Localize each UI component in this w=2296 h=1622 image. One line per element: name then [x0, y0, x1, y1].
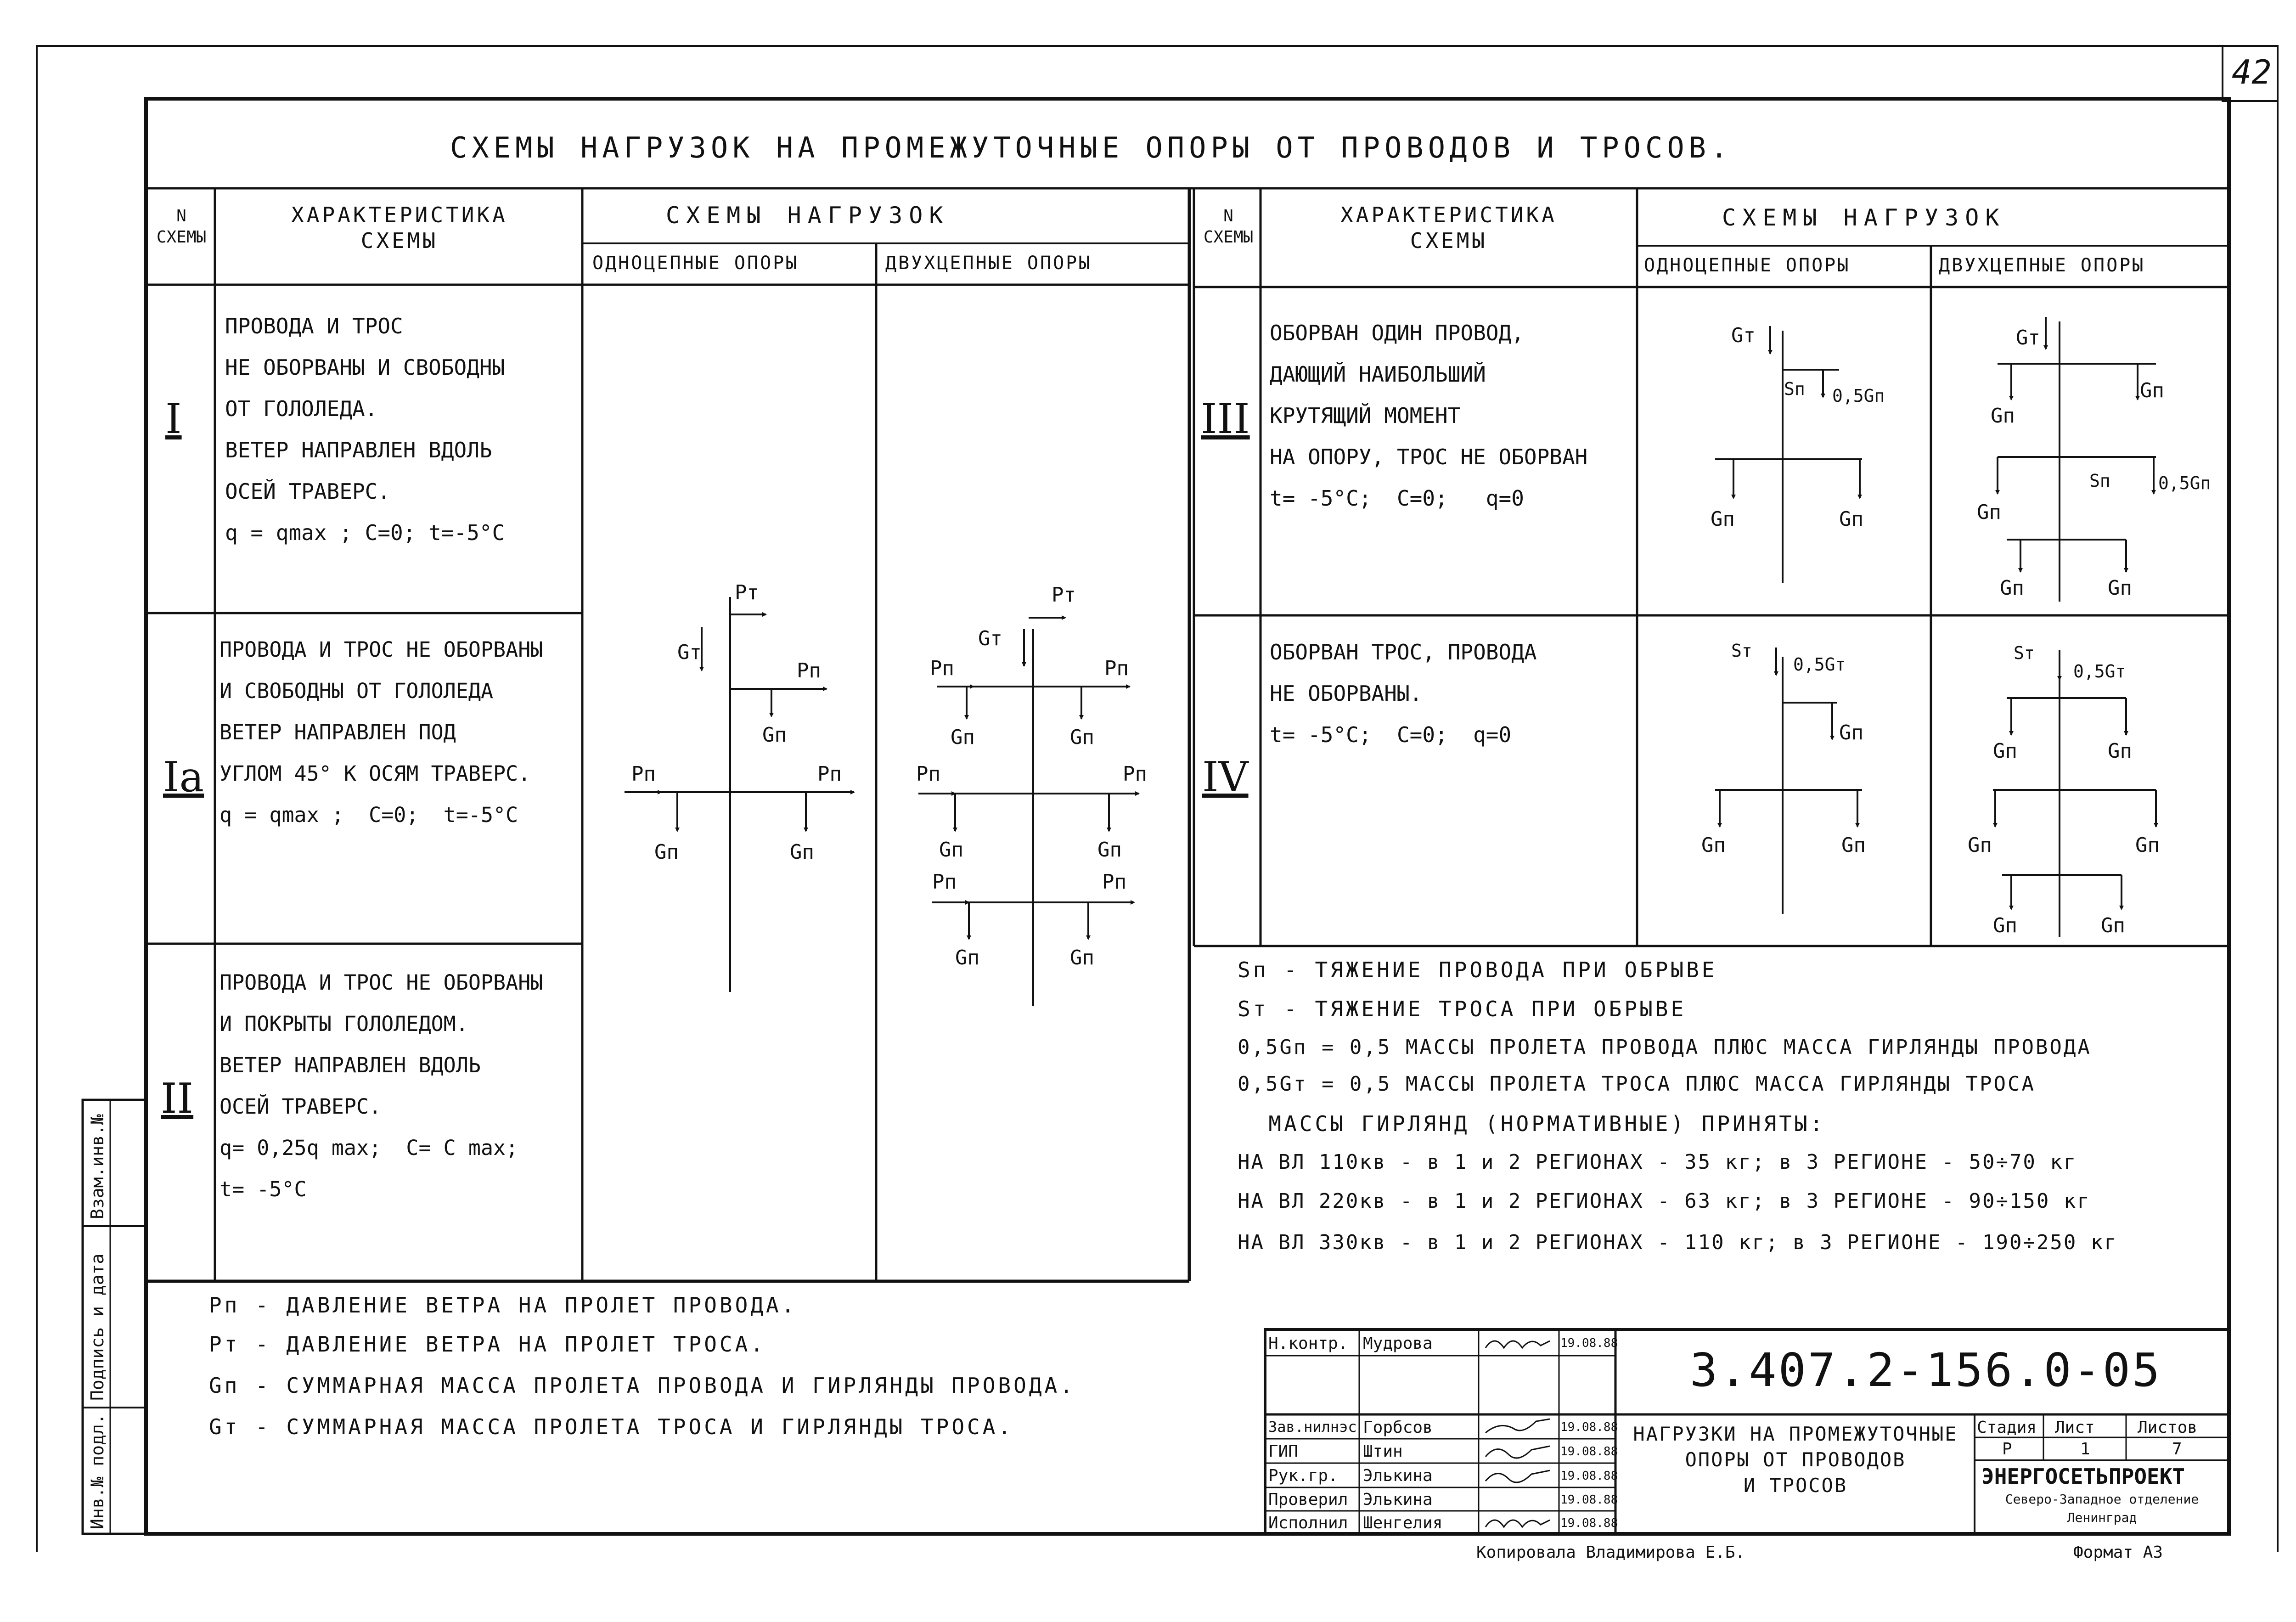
name-gip: Штин	[1363, 1442, 1403, 1461]
label-gn: Gп	[1991, 404, 2015, 428]
stage-label: Стадия	[1977, 1418, 2037, 1437]
label-half-gt: 0,5Gт	[2073, 661, 2126, 681]
label-gn: Gп	[762, 723, 787, 747]
scheme-number-iii: III	[1201, 395, 1250, 443]
note-st: Sт - ТЯЖЕНИЕ ТРОСА ПРИ ОБРЫВЕ	[1238, 997, 1687, 1021]
label-st: Sт	[1731, 641, 1752, 661]
note-half-gn: 0,5Gп = 0,5 МАССЫ ПРОЛЕТА ПРОВОДА ПЛЮС МАССА ГИРЛЯНДЫ ПРОВОДА	[1238, 1036, 2092, 1059]
scheme-i-text: ПРОВОДА И ТРОС НЕ ОБОРВАНЫ И СВОБОДНЫ ОТ ГОЛОЛЕДА. ВЕТЕР НАПРАВЛЕН ВДОЛЬ ОСЕЙ ТРАВЕРС. q = qmax ; C=0; t=-5°C	[225, 314, 505, 545]
label-gn: Gп	[1839, 721, 1863, 744]
label-gn: Gп	[1070, 946, 1094, 969]
page-title: СХЕМЫ НАГРУЗОК НА ПРОМЕЖУТОЧНЫЕ ОПОРЫ ОТ ПРОВОДОВ И ТРОСОВ.	[450, 131, 1733, 164]
scheme-iii-single-diagram	[1715, 326, 1862, 583]
date-n-kontr: 19.08.88	[1560, 1336, 1618, 1350]
note-half-gt: 0,5Gт = 0,5 МАССЫ ПРОЛЕТА ТРОСА ПЛЮС МАССА ГИРЛЯНДЫ ТРОСА	[1238, 1072, 2036, 1096]
role-n-kontr: Н.контр.	[1268, 1334, 1348, 1353]
label-gn: Gп	[654, 840, 679, 864]
scheme-ii-text: ПРОВОДА И ТРОС НЕ ОБОРВАНЫ И ПОКРЫТЫ ГОЛОЛЕДОМ. ВЕТЕР НАПРАВЛЕН ВДОЛЬ ОСЕЙ ТРАВЕРС. q= 0,25q max; C= C max; t= -5°C	[219, 970, 543, 1201]
date-executed: 19.08.88	[1560, 1516, 1618, 1530]
label-gn: Gп	[1993, 739, 2017, 763]
sheets-value: 7	[2172, 1440, 2182, 1459]
label-gn: Gп	[1993, 914, 2017, 937]
scheme-iii-double-diagram	[1998, 317, 2156, 602]
note-vl-330: НА ВЛ 330кв - в 1 и 2 РЕГИОНАХ - 110 кг; в 3 РЕГИОНЕ - 190÷250 кг	[1238, 1231, 2118, 1254]
paper-format: Формат А3	[2073, 1543, 2163, 1562]
label-half-gn: 0,5Gп	[1832, 386, 1885, 406]
sheet-label: Лист	[2055, 1418, 2095, 1437]
label-gn: Gп	[2135, 834, 2160, 857]
side-stamp-inv-no: Инв.№ подл.	[87, 1414, 107, 1529]
header-characteristic: ХАРАКТЕРИСТИКА СХЕМЫ	[291, 203, 508, 253]
role-ruk-gr: Рук.гр.	[1268, 1466, 1338, 1485]
label-pn: Pп	[916, 762, 940, 786]
label-half-gn: 0,5Gп	[2158, 473, 2211, 493]
note-vl-220: НА ВЛ 220кв - в 1 и 2 РЕГИОНАХ - 63 кг; в 3 РЕГИОНЕ - 90÷150 кг	[1238, 1189, 2091, 1213]
label-pn: Pп	[930, 657, 954, 680]
scheme-number-i: I	[165, 395, 182, 443]
label-sn: Sп	[2089, 471, 2110, 491]
sheet-number: 42	[2232, 53, 2272, 91]
label-gn: Gп	[790, 840, 814, 864]
date-gip: 19.08.88	[1560, 1445, 1618, 1459]
sheet-title: НАГРУЗКИ НА ПРОМЕЖУТОЧНЫЕ ОПОРЫ ОТ ПРОВОДОВ И ТРОСОВ	[1633, 1423, 1958, 1497]
label-gt: Gт	[2016, 326, 2040, 349]
scheme-iv-text: ОБОРВАН ТРОС, ПРОВОДА НЕ ОБОРВАНЫ. t= -5°C; C=0; q=0	[1270, 640, 1537, 747]
label-gn: Gп	[1701, 834, 1726, 857]
scheme-iv-single-diagram	[1715, 648, 1862, 914]
label-gn: Gп	[939, 838, 963, 862]
label-sn: Sп	[1784, 379, 1805, 399]
label-gn: Gп	[1968, 834, 1992, 857]
label-pn: Pп	[1104, 657, 1129, 680]
label-pn: Pп	[817, 762, 842, 786]
label-gn: Gп	[955, 946, 979, 969]
stage-value: Р	[2002, 1440, 2012, 1459]
scheme-number-ia: Iа	[163, 753, 204, 801]
label-pt: Pт	[1052, 583, 1076, 607]
document-code: 3.407.2-156.0-05	[1690, 1343, 2162, 1397]
sheets-label: Листов	[2138, 1418, 2198, 1437]
label-gn: Gп	[2101, 914, 2125, 937]
note-gt: Gт - СУММАРНАЯ МАССА ПРОЛЕТА ТРОСА И ГИРЛЯНДЫ ТРОСА.	[209, 1414, 1014, 1439]
label-gn: Gп	[2108, 739, 2132, 763]
side-stamp-replacement-no: Взам.инв.№	[87, 1114, 107, 1219]
header-load-schemes-right: СХЕМЫ НАГРУЗОК	[1722, 204, 2006, 231]
single-circuit-tower-diagram	[625, 597, 854, 992]
organization-subdivision: Северо-Западное отделение Ленинград	[2005, 1492, 2199, 1525]
scheme-iv-double-diagram	[1993, 650, 2156, 937]
header-double-circuit: ДВУХЦЕПНЫЕ ОПОРЫ	[885, 253, 1092, 274]
name-executed: Шенгелия	[1363, 1514, 1443, 1532]
label-gn: Gп	[1711, 507, 1735, 531]
role-zav: Зав.нилнэс	[1268, 1418, 1357, 1436]
side-stamp-signature-date: Подпись и дата	[87, 1253, 107, 1401]
header-scheme-number-right: N СХЕМЫ	[1203, 207, 1254, 247]
note-pn: Pп - ДАВЛЕНИЕ ВЕТРА НА ПРОЛЕТ ПРОВОДА.	[209, 1293, 797, 1318]
header-load-schemes: СХЕМЫ НАГРУЗОК	[666, 202, 950, 229]
label-st: Sт	[2014, 643, 2035, 663]
header-double-circuit-right: ДВУХЦЕПНЫЕ ОПОРЫ	[1939, 255, 2145, 276]
label-gn: Gп	[2000, 576, 2024, 600]
label-gn: Gп	[1977, 501, 2001, 524]
note-insulator-masses: МАССЫ ГИРЛЯНД (НОРМАТИВНЫЕ) ПРИНЯТЫ:	[1238, 1111, 1826, 1136]
label-gn: Gп	[1097, 838, 1122, 862]
scheme-number-iv: IV	[1202, 753, 1249, 801]
date-ruk-gr: 19.08.88	[1560, 1469, 1618, 1483]
scheme-number-ii: II	[161, 1075, 194, 1123]
label-gn: Gп	[2140, 379, 2164, 402]
scheme-iii-text: ОБОРВАН ОДИН ПРОВОД, ДАЮЩИЙ НАИБОЛЬШИЙ КРУТЯЩИЙ МОМЕНТ НА ОПОРУ, ТРОС НЕ ОБОРВАН t= -5°C; C=0; q=0	[1270, 321, 1588, 511]
label-pn: Pп	[932, 870, 957, 894]
header-scheme-number: N СХЕМЫ	[156, 207, 207, 247]
role-executed: Исполнил	[1268, 1514, 1348, 1532]
header-characteristic-right: ХАРАКТЕРИСТИКА СХЕМЫ	[1340, 203, 1557, 253]
note-gn: Gп - СУММАРНАЯ МАССА ПРОЛЕТА ПРОВОДА И ГИРЛЯНДЫ ПРОВОДА.	[209, 1373, 1075, 1398]
label-pn: Pп	[631, 762, 656, 786]
header-single-circuit-right: ОДНОЦЕПНЫЕ ОПОРЫ	[1644, 255, 1851, 276]
label-gt: Gт	[1731, 324, 1756, 347]
label-gn: Gп	[1070, 726, 1094, 749]
label-gt: Gт	[978, 627, 1002, 650]
date-zav: 19.08.88	[1560, 1420, 1618, 1434]
label-gn: Gп	[1841, 834, 1866, 857]
label-gn: Gп	[2108, 576, 2132, 600]
label-half-gt: 0,5Gт	[1793, 654, 1846, 675]
label-pn: Pп	[1102, 870, 1126, 894]
note-pt: Pт - ДАВЛЕНИЕ ВЕТРА НА ПРОЛЕТ ТРОСА.	[209, 1332, 766, 1357]
label-gt: Gт	[677, 641, 702, 664]
label-pn: Pп	[797, 659, 821, 682]
role-checked: Проверил	[1268, 1490, 1348, 1509]
note-vl-110: НА ВЛ 110кв - в 1 и 2 РЕГИОНАХ - 35 кг; в 3 РЕГИОНЕ - 50÷70 кг	[1238, 1150, 2077, 1174]
scheme-ia-text: ПРОВОДА И ТРОС НЕ ОБОРВАНЫ И СВОБОДНЫ ОТ ГОЛОЛЕДА ВЕТЕР НАПРАВЛЕН ПОД УГЛОМ 45° К ОСЯМ ТРАВЕРС. q = qmax ; C=0; t=-5°C	[219, 637, 543, 827]
name-ruk-gr: Элькина	[1363, 1466, 1433, 1485]
name-n-kontr: Мудрова	[1363, 1334, 1433, 1353]
role-gip: ГИП	[1268, 1442, 1299, 1461]
name-checked: Элькина	[1363, 1490, 1433, 1509]
label-gn: Gп	[951, 726, 975, 749]
sheet-value: 1	[2080, 1440, 2090, 1459]
label-gn: Gп	[1839, 507, 1863, 531]
copied-by: Копировала Владимирова Е.Б.	[1476, 1543, 1745, 1562]
name-zav: Горбсов	[1363, 1418, 1433, 1437]
date-checked: 19.08.88	[1560, 1493, 1618, 1507]
label-pt: Pт	[735, 581, 759, 604]
label-pn: Pп	[1123, 762, 1147, 786]
organization-name: ЭНЕРГОСЕТЬПРОЕКТ	[1981, 1464, 2185, 1489]
note-sn: Sп - ТЯЖЕНИЕ ПРОВОДА ПРИ ОБРЫВЕ	[1238, 957, 1717, 982]
header-single-circuit: ОДНОЦЕПНЫЕ ОПОРЫ	[592, 253, 799, 274]
